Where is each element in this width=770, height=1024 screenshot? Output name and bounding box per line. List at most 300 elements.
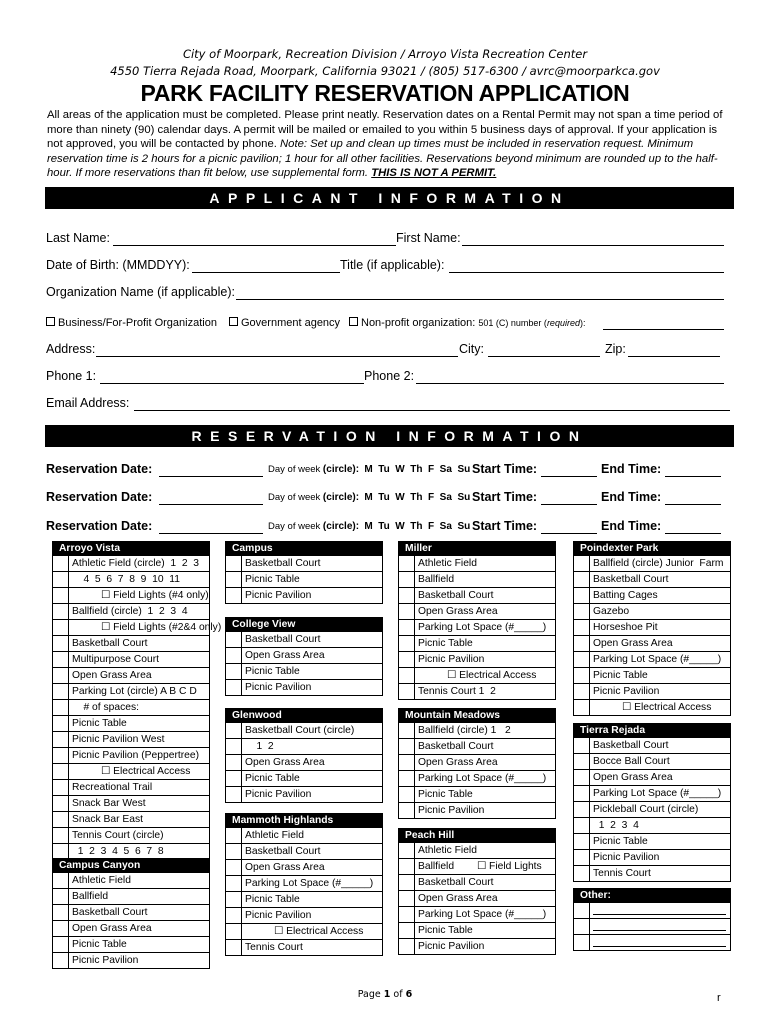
facility-checkbox[interactable] [574,636,590,651]
facility-item-label: ☐ Electrical Access [447,670,537,681]
facility-campus [225,541,383,604]
facility-checkbox[interactable] [53,716,69,731]
facility-item-label: Parking Lot Space (#_____) [418,909,547,920]
facility-checkbox[interactable] [574,866,590,881]
org-name-field[interactable] [236,299,724,300]
facility-checkbox[interactable] [53,684,69,699]
facility-checkbox[interactable] [53,652,69,667]
facility-item-label: ☐ Electrical Access [101,766,191,777]
last-name-field[interactable] [113,245,396,246]
facility-item [226,892,382,908]
nonprofit-option [349,317,585,329]
facility-checkbox[interactable] [399,843,415,858]
facility-checkbox[interactable] [399,891,415,906]
facility-item-label: Open Grass Area [72,670,152,681]
facility-item [53,953,209,969]
facility-tierra-rejada [573,723,731,882]
facility-item-label: Basketball Court [72,907,148,918]
facility-item [574,802,730,818]
facility-checkbox[interactable] [399,875,415,890]
facility-name: College View [225,617,383,632]
facility-checkbox[interactable] [53,668,69,683]
zip-label: Zip: [605,342,626,356]
day-of-week-2 [268,492,470,503]
facility-item-label: Tennis Court [593,868,651,879]
facility-item [53,684,209,700]
facility-checkbox[interactable] [53,796,69,811]
facility-item-label: Picnic Table [418,638,473,649]
business-checkbox[interactable] [46,317,55,326]
facility-item-label: Athletic Field [418,845,477,856]
facility-item [226,723,382,739]
facility-checkbox[interactable] [574,802,590,817]
facility-item-label: Picnic Pavilion [593,686,660,697]
facility-item-label: Athletic Field [418,558,477,569]
facility-item-label: Ballfield [418,574,455,585]
dow-prefix: Day of week [268,521,321,532]
facility-checkbox[interactable] [574,919,590,934]
facility-item-label: Picnic Pavilion [245,910,312,921]
city-field[interactable] [488,356,600,357]
facility-item-label: Picnic Table [72,939,127,950]
facility-item-label: Basketball Court (circle) [245,725,355,736]
facility-checkbox[interactable] [53,828,69,843]
org-501-label [478,318,585,328]
facility-checkbox[interactable] [399,588,415,603]
facility-item-label: Picnic Pavilion West [72,734,165,745]
org-501-text: 501 (C) number ( [478,318,547,328]
start-time-field-1[interactable] [541,476,597,477]
corner-mark: r [717,992,721,1004]
facility-item-label: Basketball Court [245,558,321,569]
facility-arroyo-vista [52,541,222,860]
facility-checkbox[interactable] [399,652,415,667]
facility-item [226,739,382,755]
intro-text [47,108,727,181]
res-date-label: Reservation Date: [46,519,153,533]
facility-item [53,668,209,684]
facility-list [225,828,383,956]
org-501-close: ): [579,318,586,328]
facility-item [226,755,382,771]
facility-item [399,668,555,684]
facility-item [53,732,209,748]
facility-checkbox[interactable] [53,700,69,715]
facility-item-label: 1 2 [245,741,274,752]
facility-item-label: Athletic Field (circle) 1 2 3 [72,558,200,569]
reservation-date-field-3[interactable] [159,533,263,534]
facility-list [52,873,210,969]
facility-list [398,843,556,955]
facility-checkbox[interactable] [53,556,69,571]
page-title: PARK FACILITY RESERVATION APPLICATION [140,80,630,106]
facility-checkbox[interactable] [53,844,69,859]
facility-item-label: Picnic Table [245,574,300,585]
facility-item-label: Picnic Pavilion [593,852,660,863]
facility-item [53,905,209,921]
facility-checkbox[interactable] [574,754,590,769]
facility-checkbox[interactable] [574,903,590,918]
facility-checkbox[interactable] [226,648,242,663]
facility-item-label: Ballfield [72,891,109,902]
facility-item [399,843,555,859]
facility-checkbox[interactable] [399,572,415,587]
facility-item-label: Picnic Table [245,894,300,905]
facility-checkbox[interactable] [574,604,590,619]
facility-item [53,556,209,572]
facility-item-label: Basketball Court [245,634,321,645]
facility-list [225,723,383,803]
facility-item [399,859,555,875]
facility-item-label: Athletic Field [245,830,304,841]
facility-item-label: ☐ Field Lights (#4 only) [101,590,209,601]
facility-item-label: Picnic Table [593,836,648,847]
facility-item [399,939,555,955]
facility-checkbox[interactable] [399,859,415,874]
org-501-required: required [546,318,580,328]
facility-checkbox[interactable] [226,739,242,754]
facility-list [398,556,556,700]
facility-checkbox[interactable] [399,684,415,699]
facility-checkbox[interactable] [399,755,415,770]
org-type-row [46,317,217,329]
facility-item [574,684,730,700]
facility-item [53,748,209,764]
facility-checkbox[interactable] [53,812,69,827]
reservation-date-3 [46,519,152,533]
facility-item [226,860,382,876]
facility-checkbox[interactable] [226,588,242,603]
facility-item-label: Tennis Court [245,942,303,953]
facility-item-label: Picnic Table [245,666,300,677]
facility-checkbox[interactable] [574,770,590,785]
start-time-field-2[interactable] [541,504,597,505]
facility-item-label: ☐ Electrical Access [274,926,364,937]
facility-checkbox[interactable] [399,636,415,651]
start-time-field-3[interactable] [541,533,597,534]
facility-item [53,572,209,588]
facility-item-label: Open Grass Area [418,606,498,617]
facility-item [574,818,730,834]
facility-item-label: Picnic Pavilion [72,955,139,966]
facility-item [574,786,730,802]
end-time-field-2[interactable] [665,504,721,505]
facility-name: Tierra Rejada [573,723,731,738]
facility-name: Mammoth Highlands [225,813,383,828]
first-name-field[interactable] [462,245,724,246]
facility-item-label: Parking Lot Space (#_____) [593,788,722,799]
facility-checkbox[interactable] [399,723,415,738]
facility-checkbox[interactable] [226,908,242,923]
address-label: Address: [46,342,96,356]
facility-checkbox[interactable] [53,572,69,587]
facility-item-label: Open Grass Area [418,757,498,768]
facility-item [53,652,209,668]
facility-checkbox[interactable] [226,755,242,770]
reservation-date-field-1[interactable] [159,476,263,477]
facility-item-label: Open Grass Area [72,923,152,934]
dow-circle: (circle): [322,492,360,503]
facility-checkbox[interactable] [574,652,590,667]
facility-checkbox[interactable] [574,620,590,635]
government-option [229,317,340,329]
facility-item [226,828,382,844]
facility-item-label: Snack Bar East [72,814,143,825]
facility-item [399,588,555,604]
address-field[interactable] [96,356,458,357]
facility-checkbox[interactable] [226,924,242,939]
facility-item-label: Open Grass Area [245,757,325,768]
facility-item-label: Basketball Court [418,741,494,752]
facility-item-label: Open Grass Area [245,650,325,661]
facility-item-label: Pickleball Court (circle) [593,804,699,815]
facility-checkbox[interactable] [399,604,415,619]
facility-checkbox[interactable] [53,937,69,952]
facility-item [399,684,555,700]
facility-checkbox[interactable] [574,700,590,715]
facility-item [399,875,555,891]
start-time-3 [472,519,537,533]
facility-item [399,723,555,739]
facility-checkbox[interactable] [226,771,242,786]
facility-name: Glenwood [225,708,383,723]
facility-checkbox[interactable] [399,556,415,571]
end-time-field-1[interactable] [665,476,721,477]
facility-checkbox[interactable] [399,923,415,938]
facility-checkbox[interactable] [53,905,69,920]
facility-item [226,908,382,924]
facility-item-label: Ballfield ☐ Field Lights [418,861,542,872]
start-label: Start Time: [472,490,538,504]
title-label: Title (if applicable): [340,258,445,272]
facility-item [399,803,555,819]
facility-item-label: Horseshoe Pit [593,622,658,633]
facility-item [574,652,730,668]
intro-note: Note: Set up and clean up times must be included in reservation request. Minimum reservation time is 2 hours for a picnic pavilion; 1 hour for all other facilities. Reservations beyond minimum are rounded up to the half-hour. If more reservations than fit below, use supplemental form. [47,138,718,180]
facility-item-label: Picnic Pavilion [418,805,485,816]
dow-days[interactable]: M Tu W Th F Sa Su [364,464,471,475]
facility-checkbox[interactable] [574,818,590,833]
facility-item-label: Basketball Court [593,740,669,751]
facility-item-label: Parking Lot Space (#_____) [418,773,547,784]
facility-item [574,850,730,866]
facility-checkbox[interactable] [399,803,415,818]
facility-item-label: Tennis Court 1 2 [418,686,496,697]
government-label: Government agency [241,317,341,329]
facility-checkbox[interactable] [53,764,69,779]
facility-checkbox[interactable] [574,684,590,699]
facility-checkbox[interactable] [574,786,590,801]
applicant-heading: APPLICANT INFORMATION [45,187,734,209]
facility-checkbox[interactable] [226,940,242,955]
facility-checkbox[interactable] [53,889,69,904]
end-time-3 [601,519,661,533]
facility-college-view [225,617,383,696]
facility-item [226,588,382,604]
facility-item [226,632,382,648]
facility-name: Mountain Meadows [398,708,556,723]
facility-checkbox[interactable] [574,935,590,950]
end-label: End Time: [601,519,662,533]
facility-item-label: ☐ Field Lights (#2&4 only) [101,622,222,633]
facility-item-label: Basketball Court [72,638,148,649]
facility-checkbox[interactable] [53,620,69,635]
dow-days[interactable]: M Tu W Th F Sa Su [364,521,471,532]
facility-checkbox[interactable] [53,588,69,603]
end-time-field-3[interactable] [665,533,721,534]
facility-checkbox[interactable] [574,850,590,865]
facility-checkbox[interactable] [399,787,415,802]
facility-item [53,620,222,636]
facility-checkbox[interactable] [53,748,69,763]
facility-checkbox[interactable] [574,668,590,683]
dob-field[interactable] [192,272,340,273]
facility-checkbox[interactable] [574,738,590,753]
facility-item-label: Parking Lot Space (#_____) [418,622,547,633]
dow-circle: (circle): [322,464,360,475]
nonprofit-checkbox[interactable] [349,317,358,326]
facility-checkbox[interactable] [574,572,590,587]
facility-item [226,572,382,588]
page-number [0,989,770,1000]
nonprofit-label: Non-profit organization: [361,317,476,329]
facility-item [574,700,730,716]
facility-item-label: 1 2 3 4 5 6 7 8 [72,846,164,857]
phone1-label: Phone 1: [46,369,97,383]
facility-checkbox[interactable] [226,572,242,587]
facility-item-label: Picnic Pavilion (Peppertree) [72,750,200,761]
facility-item-label: Ballfield (circle) 1 2 3 4 [72,606,188,617]
facility-mountain-meadows [398,708,556,819]
facility-item [226,844,382,860]
facility-item-label: Parking Lot Space (#_____) [593,654,722,665]
facility-item-label: Open Grass Area [418,893,498,904]
zip-field[interactable] [628,356,720,357]
end-label: End Time: [601,490,662,504]
facility-item [399,572,555,588]
facility-checkbox[interactable] [53,636,69,651]
title-field[interactable] [449,272,724,273]
facility-checkbox[interactable] [226,664,242,679]
facility-item [574,834,730,850]
facility-glenwood [225,708,383,803]
facility-item-label: # of spaces: [72,702,139,713]
phone2-field[interactable] [416,383,724,384]
facility-checkbox[interactable] [53,604,69,619]
facility-item-label: Picnic Pavilion [245,682,312,693]
facility-checkbox[interactable] [226,844,242,859]
facility-item-label: Tennis Court (circle) [72,830,164,841]
facility-list [225,556,383,604]
facility-item [399,787,555,803]
facility-miller [398,541,556,700]
facility-item [53,780,209,796]
facility-checkbox[interactable] [53,953,69,968]
facility-item-label: Basketball Court [418,877,494,888]
facility-item [53,764,209,780]
facility-poindexter [573,541,731,716]
facility-item [574,738,730,754]
facility-checkbox[interactable] [53,873,69,888]
facility-item [574,770,730,786]
facility-item [574,903,730,919]
government-checkbox[interactable] [229,317,238,326]
facility-item-label: Basketball Court [418,590,494,601]
facility-item-label: Open Grass Area [245,862,325,873]
reservation-date-field-2[interactable] [159,504,263,505]
facility-checkbox[interactable] [226,723,242,738]
facility-checkbox[interactable] [574,588,590,603]
facility-checkbox[interactable] [226,876,242,891]
facility-checkbox[interactable] [226,892,242,907]
facility-name: Poindexter Park [573,541,731,556]
facility-item [226,771,382,787]
facility-item-label: Picnic Pavilion [245,789,312,800]
facility-item-label: Ballfield (circle) 1 2 [418,725,511,736]
facility-campus-canyon [52,858,210,969]
reservation-date-1 [46,462,152,476]
facility-name: Other: [573,888,731,903]
start-time-2 [472,490,537,504]
facility-item [53,937,209,953]
facility-item [399,620,555,636]
facility-item [574,668,730,684]
email-field[interactable] [134,410,730,411]
facility-checkbox[interactable] [399,939,415,954]
dow-prefix: Day of week [268,464,321,475]
facility-item-label: 4 5 6 7 8 9 10 11 [72,574,180,585]
facility-item [399,739,555,755]
facility-item-label: Bocce Ball Court [593,756,670,767]
facility-checkbox[interactable] [226,632,242,647]
facility-item [53,796,209,812]
intro-plain: All areas of the application must be completed. Please print neatly. Reservation dates on a Rental Permit may not span a time period of more than ninety (90) calendar days. A permit will be mailed or emailed to you within 5 business days of approval. If your application is not approved, you will be contacted by phone. [47,109,723,151]
facility-item [53,636,209,652]
start-label: Start Time: [472,519,538,533]
facility-checkbox[interactable] [226,787,242,802]
facility-item [399,755,555,771]
facility-item-label: Recreational Trail [72,782,153,793]
facility-checkbox[interactable] [226,860,242,875]
phone1-field[interactable] [100,383,364,384]
facility-checkbox[interactable] [226,680,242,695]
facility-item-label: Batting Cages [593,590,658,601]
facility-checkbox[interactable] [399,668,415,683]
facility-checkbox[interactable] [226,828,242,843]
facility-item [226,940,382,956]
facility-checkbox[interactable] [399,907,415,922]
last-name-label: Last Name: [46,231,110,245]
facility-checkbox[interactable] [226,556,242,571]
facility-checkbox[interactable] [53,921,69,936]
facility-checkbox[interactable] [399,771,415,786]
facility-item [53,889,209,905]
facility-checkbox[interactable] [53,780,69,795]
facility-item-label: Basketball Court [593,574,669,585]
dow-days[interactable]: M Tu W Th F Sa Su [364,492,471,503]
org-501-field[interactable] [603,329,724,330]
facility-item [53,716,209,732]
facility-item-label: Ballfield (circle) Junior Farm [593,558,724,569]
facility-checkbox[interactable] [399,739,415,754]
facility-name: Miller [398,541,556,556]
facility-item-label: Picnic Table [418,789,473,800]
facility-checkbox[interactable] [574,834,590,849]
facility-checkbox[interactable] [399,620,415,635]
facility-item [574,572,730,588]
facility-checkbox[interactable] [53,732,69,747]
facility-checkbox[interactable] [574,556,590,571]
